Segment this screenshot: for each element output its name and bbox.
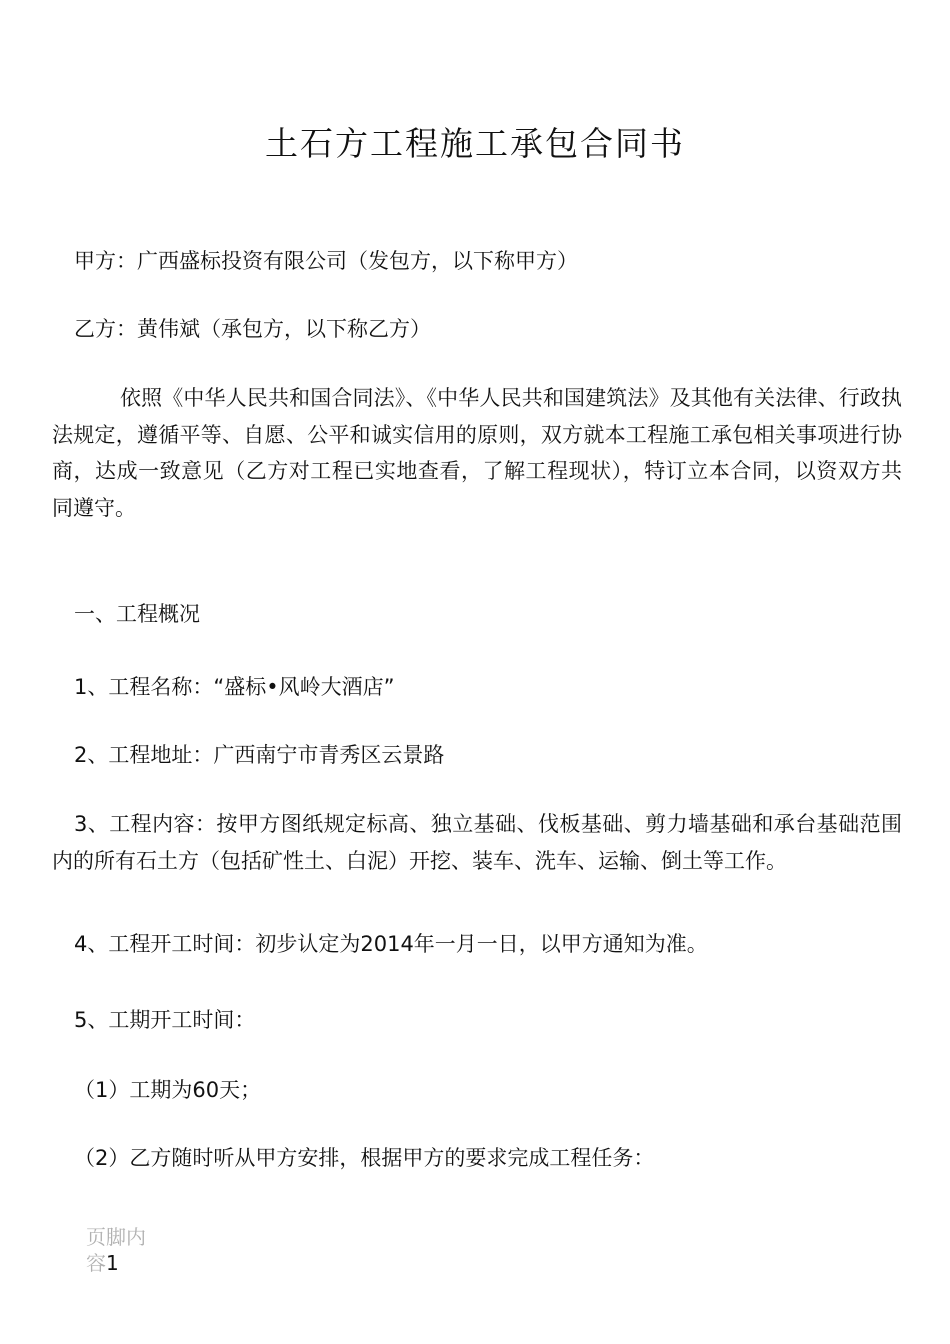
duration-heading-item: 5、工期开工时间： [74,1008,256,1032]
contract-title: 土石方工程施工承包合同书 [265,124,685,163]
project-name-item: 1、工程名称：“盛标•风岭大酒店” [74,675,395,699]
duration-subitem-1: （1）工期为60天； [74,1078,262,1102]
party-b-line: 乙方：黄伟斌（承包方，以下称乙方） [74,317,431,341]
preamble-paragraph: 依照《中华人民共和国合同法》、《中华人民共和国建筑法》及其他有关法律、行政执法规定，遵循平等、自愿、公平和诚实信用的原则，双方就本工程施工承包相关事项进行协商，达成一致意见（乙方对工程已实地查看，了解工程现状），特订立本合同，以资双方共同遵守。 [52,386,902,520]
project-content-item: 3、工程内容：按甲方图纸规定标高、独立基础、伐板基础、剪力墙基础和承台基础范围内的所有石土方（包括矿性土、白泥）开挖、装车、洗车、运输、倒土等工作。 [52,812,902,873]
footer-label: 页脚内容 [86,1225,146,1275]
section-1-heading: 一、工程概况 [74,602,200,626]
start-date-item: 4、工程开工时间：初步认定为2014年一月一日，以甲方通知为准。 [74,932,708,956]
page-footer [86,1224,156,1276]
party-a-line: 甲方：广西盛标投资有限公司（发包方，以下称甲方） [74,249,578,273]
footer-page-number: 1 [106,1251,119,1275]
project-address-item: 2、工程地址：广西南宁市青秀区云景路 [74,743,445,767]
duration-subitem-2: （2）乙方随时听从甲方安排，根据甲方的要求完成工程任务： [74,1146,655,1170]
